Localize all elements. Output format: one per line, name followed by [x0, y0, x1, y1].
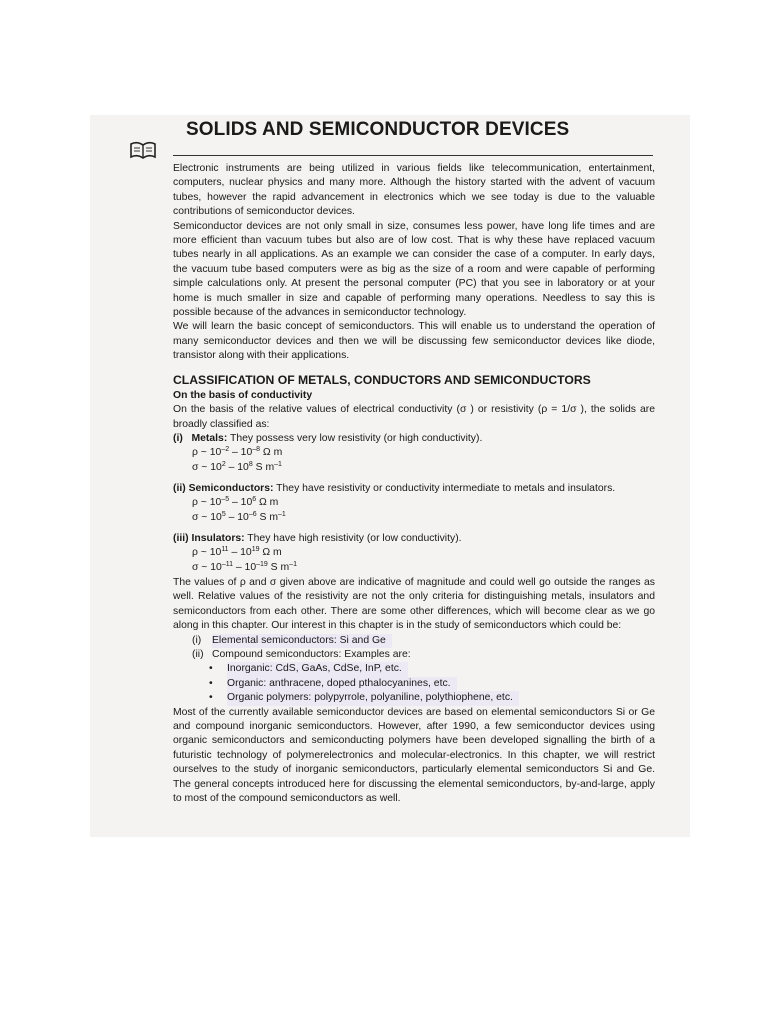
class-name: Insulators: — [191, 532, 245, 544]
class-name: Metals: — [191, 432, 228, 444]
class-number: (i) — [173, 432, 183, 444]
page-title: SOLIDS AND SEMICONDUCTOR DEVICES — [186, 119, 570, 140]
class-metals — [173, 432, 655, 446]
intro-paragraph: Semiconductor devices are not only small in size, consumes less power, have long life times and are more efficient than vacuum tubes but also are of low cost. That is why these have replaced vacuum tubes nearly in all applications. As an example we can consider the case of a computer. In early days, the vacuum tube based computers were as big as the size of a room and were capable of performing simple calculations only. At present the personal computer (PC) that you see in laboratory or at your home is much smaller in size and capable of performing many operations. Needless to say this is possible because of the advances in semiconductor technology. — [173, 220, 655, 319]
intro-paragraph: Electronic instruments are being utilized in various fields like telecommunication, entertainment, computers, nuclear physics and many more. Although the history started with the advent of vacuum tubes, however the rapid advancement in electronics which we see today is due to the valuable contributions of semiconductor devices. — [173, 163, 655, 218]
section-heading: CLASSIFICATION OF METALS, CONDUCTORS AND SEMICONDUCTORS — [173, 372, 591, 387]
closing-paragraph: Most of the currently available semiconductor devices are based on elemental semiconductors Si or Ge and compound inorganic semiconductors. However, after 1990, a few semiconductor devices using organic semiconductors and semiconducting polymers have been developed signalling the birth of a futuristic technology of polymerelectronics and molecular-electronics. In this chapter, we will restrict ourselves to the study of inorganic semiconductors, particularly elemental semiconductors Si and Ge. The general concepts introduced here for discussing the elemental semiconductors, by-and-large, apply to most of the compound semiconductors as well. — [173, 706, 655, 804]
open-book-icon — [129, 141, 157, 159]
semiconductor-type-item: (ii) Compound semiconductors: Examples are: — [192, 648, 411, 660]
bullet-item: • Inorganic: CdS, GaAs, CdSe, InP, etc. — [192, 662, 655, 676]
resistivity-range: ρ ~ $10^{-2} - 10^{-8}$ Ω m — [192, 446, 283, 459]
intro-paragraph: We will learn the basic concept of semiconductors. This will enable us to understand the operation of many semiconductor devices and then we will be discussing few semiconductor devices like diode, transistor along with their applications. — [173, 321, 655, 362]
section-subheading: On the basis of conductivity — [173, 389, 313, 401]
class-description: They possess very low resistivity (or high conductivity). — [227, 432, 483, 444]
conductivity-range: σ ~ $10^5 - 10^{-6}$ S $m^{-1}$ — [192, 511, 286, 524]
class-name: Semiconductors: — [188, 482, 274, 494]
title-rule — [173, 155, 653, 156]
class-insulators — [173, 532, 655, 546]
class-semiconductors — [173, 482, 655, 496]
resistivity-range: ρ ~ $10^{-5} - 10^6$ Ω m — [192, 496, 279, 509]
bullet-item: • Organic: anthracene, doped pthalocyanines, etc. — [192, 677, 655, 691]
values-note: The values of ρ and σ given above are indicative of magnitude and could well go outside the ranges as well. Relative values of the resistivity are not the only criteria for distinguishing metals, insulators and semiconductors from each other. There are some other differences, which will become clear as we go along in this chapter. Our interest in this chapter is in the study of semiconductors which could be: — [173, 576, 655, 632]
section-lead: On the basis of the relative values of electrical conductivity (σ ) or resistivity (ρ = 1/σ ), the solids are broadly classified as: — [173, 404, 655, 430]
semiconductor-type-item: (i) Elemental semiconductors: Si and Ge — [192, 634, 655, 648]
resistivity-range: ρ ~ $10^{11} - 10^{19}$ Ω m — [192, 546, 282, 559]
bullet-item: • Organic polymers: polypyrrole, polyaniline, polythiophene, etc. — [192, 691, 655, 705]
class-number: (ii) — [173, 482, 186, 494]
class-number: (iii) — [173, 532, 189, 544]
conductivity-range: σ ~ $10^2 - 10^8$ S $m^{-1}$ — [192, 461, 282, 474]
class-description: They have high resistivity (or low conductivity). — [244, 532, 462, 544]
class-description: They have resistivity or conductivity intermediate to metals and insulators. — [273, 482, 616, 494]
conductivity-range: σ ~ $10^{-11} - 10^{-19}$ S $m^{-1}$ — [192, 561, 297, 574]
page-body — [173, 162, 655, 806]
